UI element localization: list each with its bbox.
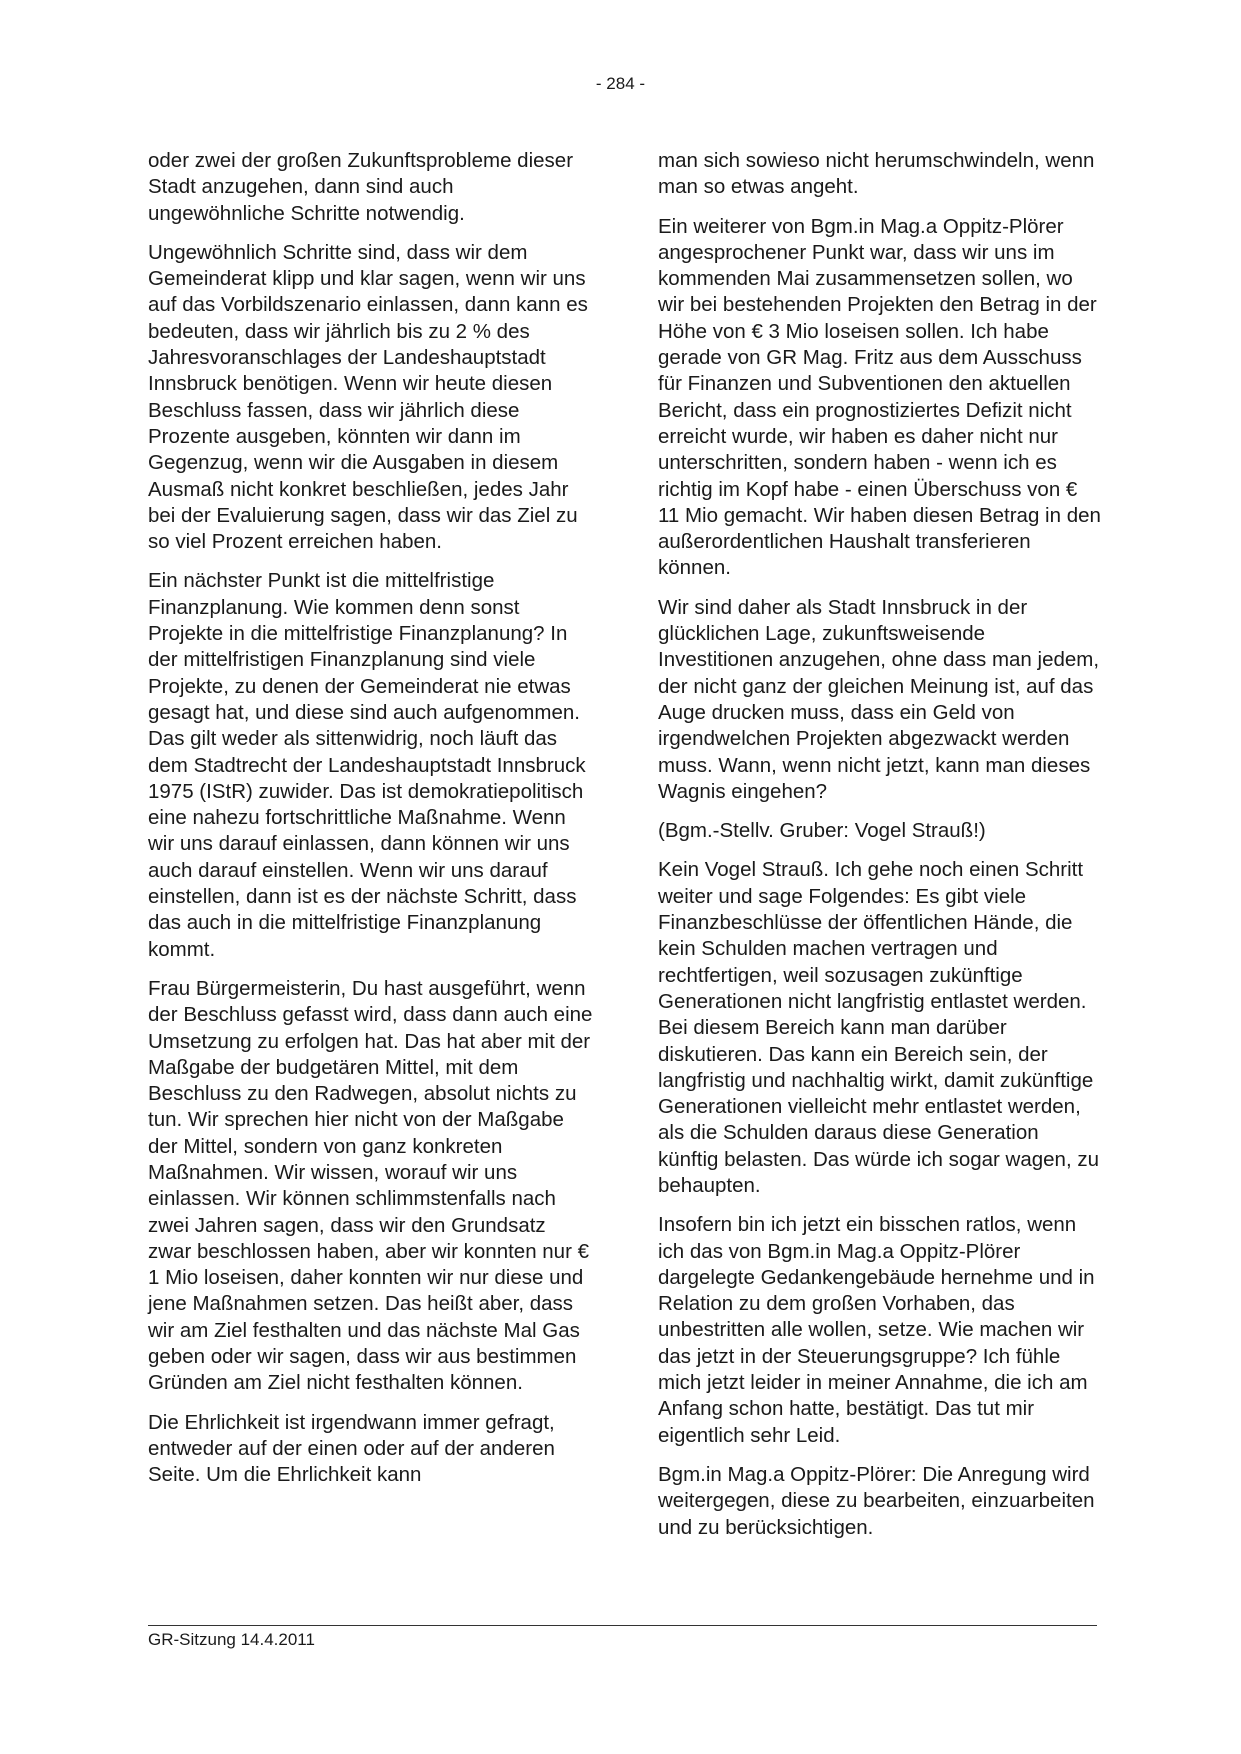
paragraph: oder zwei der großen Zukunftsprobleme dieser Stadt anzugehen, dann sind auch ungewöhnliche Schritte notwendig.: [148, 149, 574, 225]
speaker-statement: Bgm.in Mag.a Oppitz-Plörer: Die Anregung wird weitergegen, diese zu bearbeiten, einzuarbeiten und zu berücksichtigen.: [658, 1462, 1095, 1539]
footer-divider: [148, 1625, 1097, 1626]
paragraph: Ein nächster Punkt ist die mittelfristige Finanzplanung. Wie kommen denn sonst Projekte in die mittelfristige Finanzplanung? In der mittelfristigen Finanzplanung sind viele Projekte, zu denen der Gemeinderat nie etwas gesagt hat, und diese sind auch aufgenommen. Das gilt weder als sittenwidrig, noch läuft das dem Stadtrecht der Landeshauptstadt Innsbruck 1975 (IStR) zuwider. Das ist demokratiepolitisch eine nahezu fortschrittliche Maßnahme. Wenn wir uns darauf einlassen, dann können wir uns auch darauf einstellen. Wenn wir uns darauf einstellen, dann ist es der nächste Schritt, dass das auch in die mittelfristige Finanzplanung kommt.: [148, 569, 586, 961]
paragraph: Wir sind daher als Stadt Innsbruck in der glücklichen Lage, zukunftsweisende Investitionen anzugehen, ohne dass man jedem, der nicht ganz der gleichen Meinung ist, auf das Auge drucken muss, dass ein Geld von irgendwelchen Projekten abgezwackt werden muss. Wann, wenn nicht jetzt, kann man dieses Wagnis eingehen?: [658, 595, 1100, 803]
page-number: - 284 -: [595, 74, 646, 93]
left-column: [148, 148, 593, 1489]
paragraph: Frau Bürgermeisterin, Du hast ausgeführt, wenn der Beschluss gefasst wird, dass dann auch eine Umsetzung zu erfolgen hat. Das hat aber mit der Maßgabe der budgetären Mittel, mit dem Beschluss zu den Radwegen, absolut nichts zu tun. Wir sprechen hier nicht von der Maßgabe der Mittel, sondern von ganz konkreten Maßnahmen. Wir wissen, worauf wir uns einlassen. Wir können schlimmstenfalls nach zwei Jahren sagen, dass wir den Grundsatz zwar beschlossen haben, aber wir konnten nur € 1 Mio loseisen, daher konnten wir nur diese und jene Maßnahmen setzen. Das heißt aber, dass wir am Ziel festhalten und das nächste Mal Gas geben oder wir sagen, dass wir aus bestimmen Gründen am Ziel nicht festhalten können.: [148, 976, 593, 1395]
paragraph: Insofern bin ich jetzt ein bisschen ratlos, wenn ich das von Bgm.in Mag.a Oppitz-Plörer dargelegte Gedankengebäude hernehme und in Relation zu dem großen Vorhaben, das unbestritten alle wollen, setze. Wie machen wir das jetzt in der Steuerungsgruppe? Ich fühle mich jetzt leider in meiner Annahme, die ich am Anfang schon hatte, bestätigt. Das tut mir eigentlich sehr Leid.: [658, 1213, 1095, 1447]
paragraph: Ungewöhnlich Schritte sind, dass wir dem Gemeinderat klipp und klar sagen, wenn wir uns auf das Vorbildszenario einlassen, dann kann es bedeuten, dass wir jährlich bis zu 2 % des Jahresvoranschlages der Landeshauptstadt Innsbruck benötigen. Wenn wir heute diesen Beschluss fassen, dass wir jährlich diese Prozente ausgeben, könnten wir dann im Gegenzug, wenn wir die Ausgaben in diesem Ausmaß nicht konkret beschließen, jedes Jahr bei der Evaluierung sagen, dass wir das Ziel zu so viel Prozent erreichen haben.: [148, 240, 588, 554]
paragraph: Kein Vogel Strauß. Ich gehe noch einen Schritt weiter und sage Folgendes: Es gibt viele Finanzbeschlüsse der öffentlichen Hände, die kein Schulden machen vertragen und rechtfertigen, weil sozusagen zukünftige Generationen nicht langfristig entlastet werden. Bei diesem Bereich kann man darüber diskutieren. Das kann ein Bereich sein, der langfristig und nachhaltig wirkt, damit zukünftige Generationen vielleicht mehr entlastet werden, als die Schulden daraus diese Generation künftig belasten. Das würde ich sogar wagen, zu behaupten.: [658, 858, 1100, 1197]
paragraph: Ein weiterer von Bgm.in Mag.a Oppitz-Plörer angesprochener Punkt war, dass wir uns im kommenden Mai zusammensetzen sollen, wo wir bei bestehenden Projekten den Betrag in der Höhe von € 3 Mio loseisen sollen. Ich habe gerade von GR Mag. Fritz aus dem Ausschuss für Finanzen und Subventionen den aktuellen Bericht, dass ein prognostiziertes Defizit nicht erreicht wurde, wir haben es daher nicht nur unterschritten, sondern haben - wenn ich es richtig im Kopf habe - einen Überschuss von € 11 Mio gemacht. Wir haben diesen Betrag in den außerordentlichen Haushalt transferieren können.: [658, 214, 1101, 580]
paragraph: Die Ehrlichkeit ist irgendwann immer gefragt, entweder auf der einen oder auf der anderen Seite. Um die Ehrlichkeit kann: [148, 1410, 555, 1487]
right-column: [658, 148, 1103, 1541]
footer-session: GR-Sitzung 14.4.2011: [148, 1630, 315, 1649]
interjection: (Bgm.-Stellv. Gruber: Vogel Strauß!): [658, 819, 986, 843]
paragraph: man sich sowieso nicht herumschwindeln, wenn man so etwas angeht.: [658, 149, 1095, 199]
